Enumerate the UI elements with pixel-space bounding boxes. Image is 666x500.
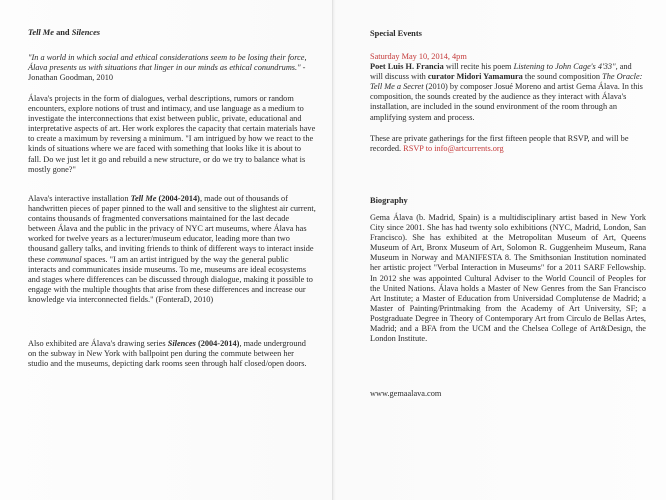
biography-text: Gema Álava (b. Madrid, Spain) is a multidisciplinary artist based in New York City since 2001. She has had twenty solo exhibitions (NYC, Madrid, London, San Francisco). She has exhibited at the Metropolitan Museum of Art, Queens Museum of Art, Bronx Museum of Art, Solomon R. Guggenheim Museum, Rana Museum in Norway and MANIFESTA 8. The Smithsonian Institution nominated her artistic project "Verbal Interaction in Museums" for a 2011 SARF Fellowship. In 2012 she was appointed Cultural Adviser to the World Council of Peoples for the United Nations. Álava holds a Master of New Genres from the San Francisco Art Institute; a Master of Education from Universidad Complutense de Madrid; a Master of Painting/Printmaking from the Academy of Art University, SF; a Postgraduate Degree in Theory of Contemporary Art from Circulo de Bellas Artes, Madrid; and a BFA from the UCM and the Chelsea College of Art&Design, the London Institute. xyxy=(370,213,646,344)
section-title: Tell Me and Silences xyxy=(28,28,101,37)
biography-heading: Biography xyxy=(370,196,408,205)
page-fold xyxy=(332,0,333,500)
rsvp-note: These are private gatherings for the first fifteen people that RSVP, and will be recorded. RSVP to info@artcurrents.org xyxy=(370,134,629,154)
paragraph-tell-me: Alava's interactive installation Tell Me (2004-2014), made out of thousands of handwritten pieces of paper pinned to the wall and sensitive to the slightest air current, contains thousands of fragmented conversations maintained for the last decade between Álava and the public in the privacy of NYC art museums, where Álava has worked for twelve years as a lecturer/museum educator, leading more than two thousand gallery talks, and inviting friends to think of different ways to interact inside these communal spaces. "I am an artist intrigued by the way the general public interacts and communicates inside museums. To me, museums are ideal ecosystems and stages where differences can be discussed through dialogue, making it possible to engage with the multiple thoughts that arise from these differences and increase our knowledge via interconnected fields." (FonteraD, 2010) xyxy=(28,194,316,304)
paragraph-projects: Álava's projects in the form of dialogues, verbal descriptions, rumors or random encounters, explore notions of trust and intimacy, and use language as a medium to investigate the interconnections that exist between public, private, educational and interpretative aspects of art. Her work explores the capacity that certain materials have to create a maximum by reversing a minimum. "I am intrigued by how we react to the kinds of situations where we are faced with something that looks like it is about to fall. Do we just let it go and rebuild a new structure, or do we try to balance what is mostly gone?" xyxy=(28,94,316,174)
intro-quote: "In a world in which social and ethical considerations seem to be losing their force, Álava presents us with situations that linger in our minds as ethical conundrums." -Jonathan Goodman, 2010 xyxy=(28,53,307,83)
event-date: Saturday May 10, 2014, 4pm xyxy=(370,52,467,61)
event-description: Saturday May 10, 2014, 4pm Poet Luis H. Francia will recite his poem Listening to John Cage's 4'33", and will discuss with curator Midori Yamamura the sound composition The Oracle: Tell Me a Secret (2010) by composer Josué Moreno and artist Gema Álava. In this composition, the sounds created by the audience as they interact with Álava's installation, are included in the sound environment of the room through an amplifying system and process. xyxy=(370,52,643,122)
rsvp-link[interactable]: RSVP to info@artcurrents.org xyxy=(403,144,504,154)
special-events-heading: Special Events xyxy=(370,29,422,38)
website-link[interactable]: www.gemaalava.com xyxy=(370,389,442,398)
paragraph-silences: Also exhibited are Álava's drawing series Silences (2004-2014), made underground on the subway in New York with ballpoint pen during the commute between her studio and the museums, depicting dark rooms seen through half closed/open doors. xyxy=(28,339,307,369)
